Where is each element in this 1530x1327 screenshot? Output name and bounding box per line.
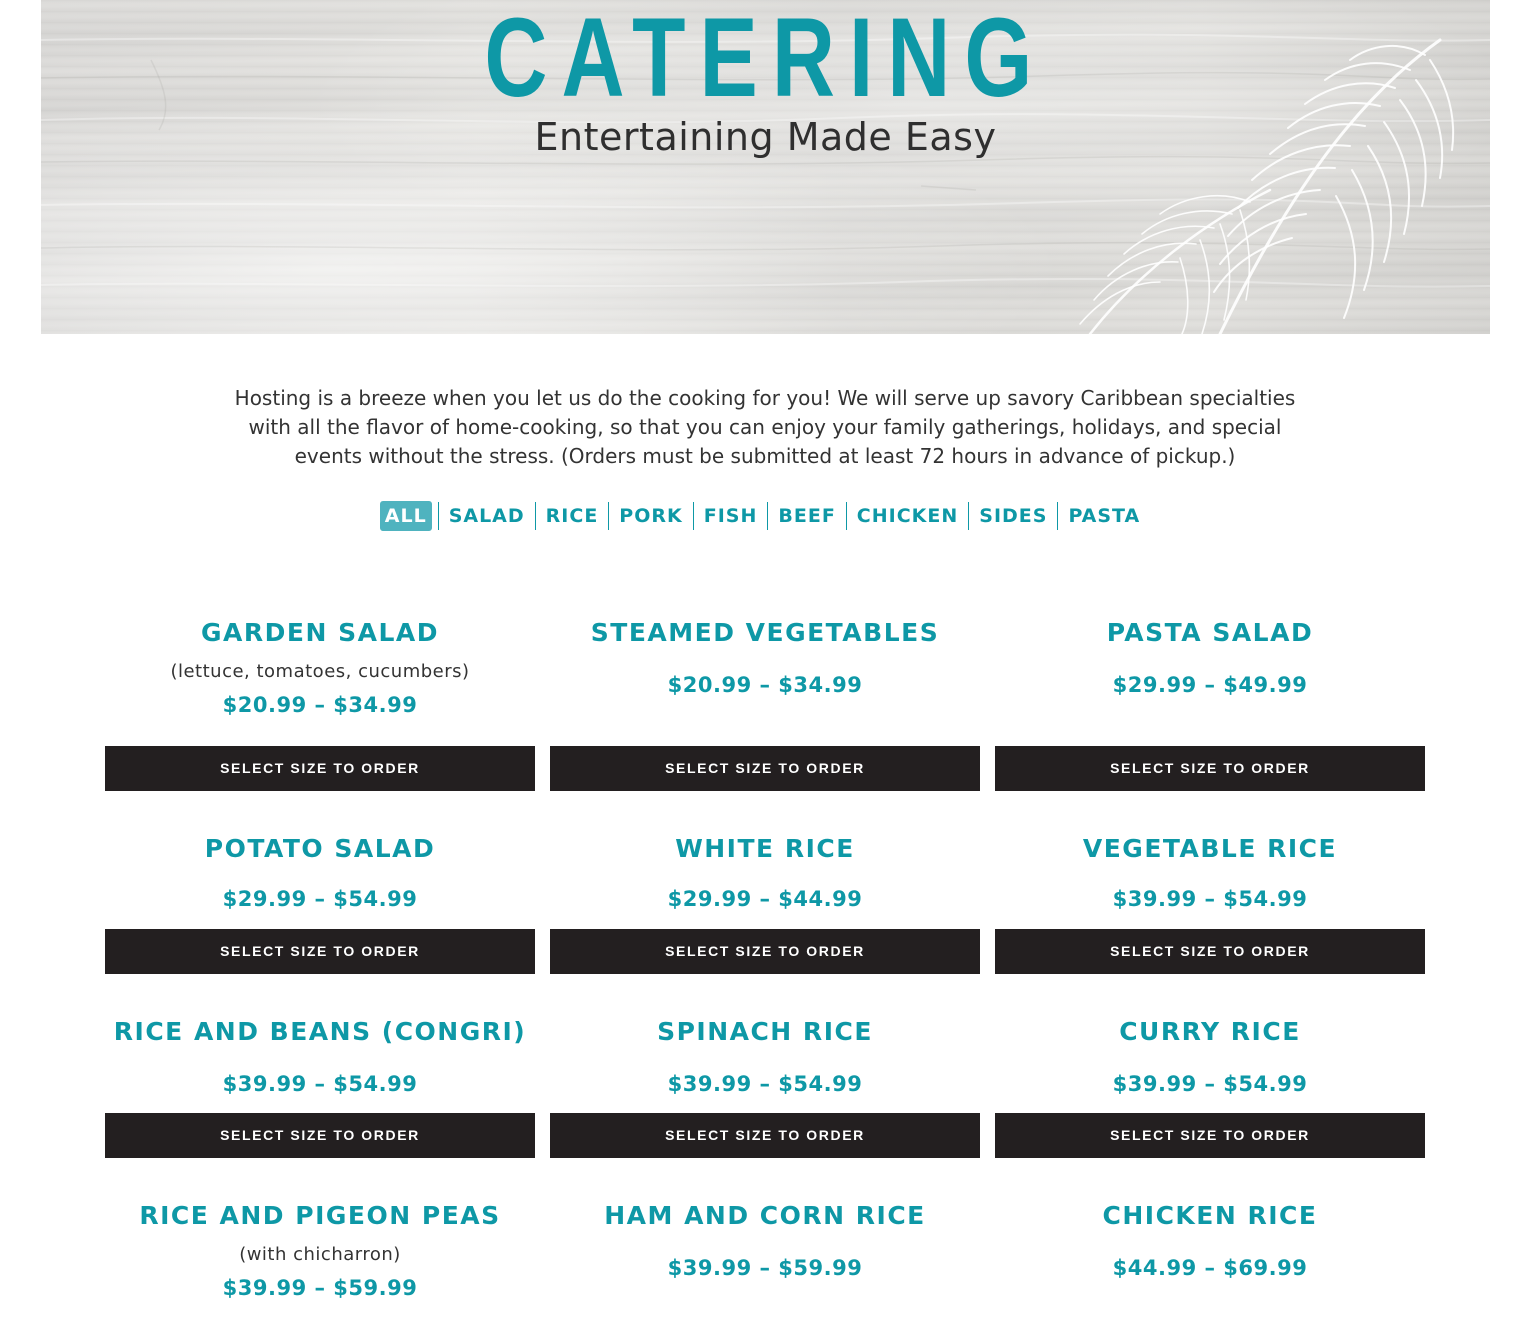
select-size-button[interactable]: SELECT SIZE TO ORDER <box>105 746 535 791</box>
filter-sides[interactable]: SIDES <box>979 505 1048 527</box>
product-description: (lettuce, tomatoes, cucumbers) <box>170 661 470 682</box>
product-price: $20.99 – $34.99 <box>222 693 418 717</box>
hero-banner <box>41 0 1490 334</box>
product-card <box>995 1196 1425 1284</box>
product-name[interactable]: CURRY RICE <box>1119 1017 1301 1046</box>
product-card <box>105 829 535 915</box>
product-card <box>550 613 980 701</box>
product-price: $20.99 – $34.99 <box>667 673 863 697</box>
product-card <box>550 1196 980 1284</box>
product-card <box>550 1012 980 1100</box>
product-name[interactable]: GARDEN SALAD <box>201 618 439 647</box>
product-card <box>995 1012 1425 1100</box>
product-price: $29.99 – $49.99 <box>1112 673 1308 697</box>
product-card <box>105 1012 535 1100</box>
product-description: (with chicharron) <box>239 1244 401 1265</box>
product-name[interactable]: WHITE RICE <box>675 834 855 863</box>
product-price: $39.99 – $54.99 <box>1112 887 1308 911</box>
product-name[interactable]: VEGETABLE RICE <box>1082 834 1338 863</box>
filter-pork[interactable]: PORK <box>619 505 683 527</box>
product-name[interactable]: PASTA SALAD <box>1106 618 1314 647</box>
category-filter-bar <box>0 500 1530 532</box>
select-size-button[interactable]: SELECT SIZE TO ORDER <box>995 1113 1425 1158</box>
select-size-button[interactable]: SELECT SIZE TO ORDER <box>995 746 1425 791</box>
intro-paragraph: Hosting is a breeze when you let us do the cooking for you! We will serve up savory Caribbean specialties with all the flavor of home-cooking, so that you can enjoy your family gatherings, holidays, and special events without the stress. (Orders must be submitted at least 72 hours in advance of pickup.) <box>234 386 1296 468</box>
filter-chicken[interactable]: CHICKEN <box>856 505 959 527</box>
product-name[interactable]: POTATO SALAD <box>204 834 436 863</box>
filter-pasta[interactable]: PASTA <box>1068 505 1141 527</box>
select-size-button[interactable]: SELECT SIZE TO ORDER <box>550 746 980 791</box>
product-price: $39.99 – $59.99 <box>667 1256 863 1280</box>
product-card <box>550 829 980 915</box>
product-price: $39.99 – $54.99 <box>667 1072 863 1096</box>
filter-rice[interactable]: RICE <box>545 505 599 527</box>
product-price: $39.99 – $54.99 <box>1112 1072 1308 1096</box>
select-size-button[interactable]: SELECT SIZE TO ORDER <box>995 929 1425 974</box>
product-card <box>995 613 1425 701</box>
product-name[interactable]: CHICKEN RICE <box>1102 1201 1318 1230</box>
product-name[interactable]: SPINACH RICE <box>657 1017 873 1046</box>
product-price: $39.99 – $54.99 <box>222 1072 418 1096</box>
product-card <box>105 1196 535 1304</box>
page-title: CATERING <box>484 0 1047 120</box>
filter-fish[interactable]: FISH <box>703 505 758 527</box>
select-size-button[interactable]: SELECT SIZE TO ORDER <box>105 929 535 974</box>
page-subtitle: Entertaining Made Easy <box>534 115 997 159</box>
filter-all[interactable]: ALL <box>380 501 432 531</box>
product-card <box>105 613 535 721</box>
filter-salad[interactable]: SALAD <box>448 505 525 527</box>
product-price: $29.99 – $54.99 <box>222 887 418 911</box>
product-price: $39.99 – $59.99 <box>222 1276 418 1300</box>
filter-beef[interactable]: BEEF <box>778 505 836 527</box>
product-price: $44.99 – $69.99 <box>1112 1256 1308 1280</box>
select-size-button[interactable]: SELECT SIZE TO ORDER <box>105 1113 535 1158</box>
select-size-button[interactable]: SELECT SIZE TO ORDER <box>550 929 980 974</box>
select-size-button[interactable]: SELECT SIZE TO ORDER <box>550 1113 980 1158</box>
product-price: $29.99 – $44.99 <box>667 887 863 911</box>
product-name[interactable]: HAM AND CORN RICE <box>604 1201 926 1230</box>
product-name[interactable]: RICE AND PIGEON PEAS <box>139 1201 501 1230</box>
product-name[interactable]: STEAMED VEGETABLES <box>590 618 940 647</box>
product-card <box>995 829 1425 915</box>
product-name[interactable]: RICE AND BEANS (CONGRI) <box>113 1017 527 1046</box>
